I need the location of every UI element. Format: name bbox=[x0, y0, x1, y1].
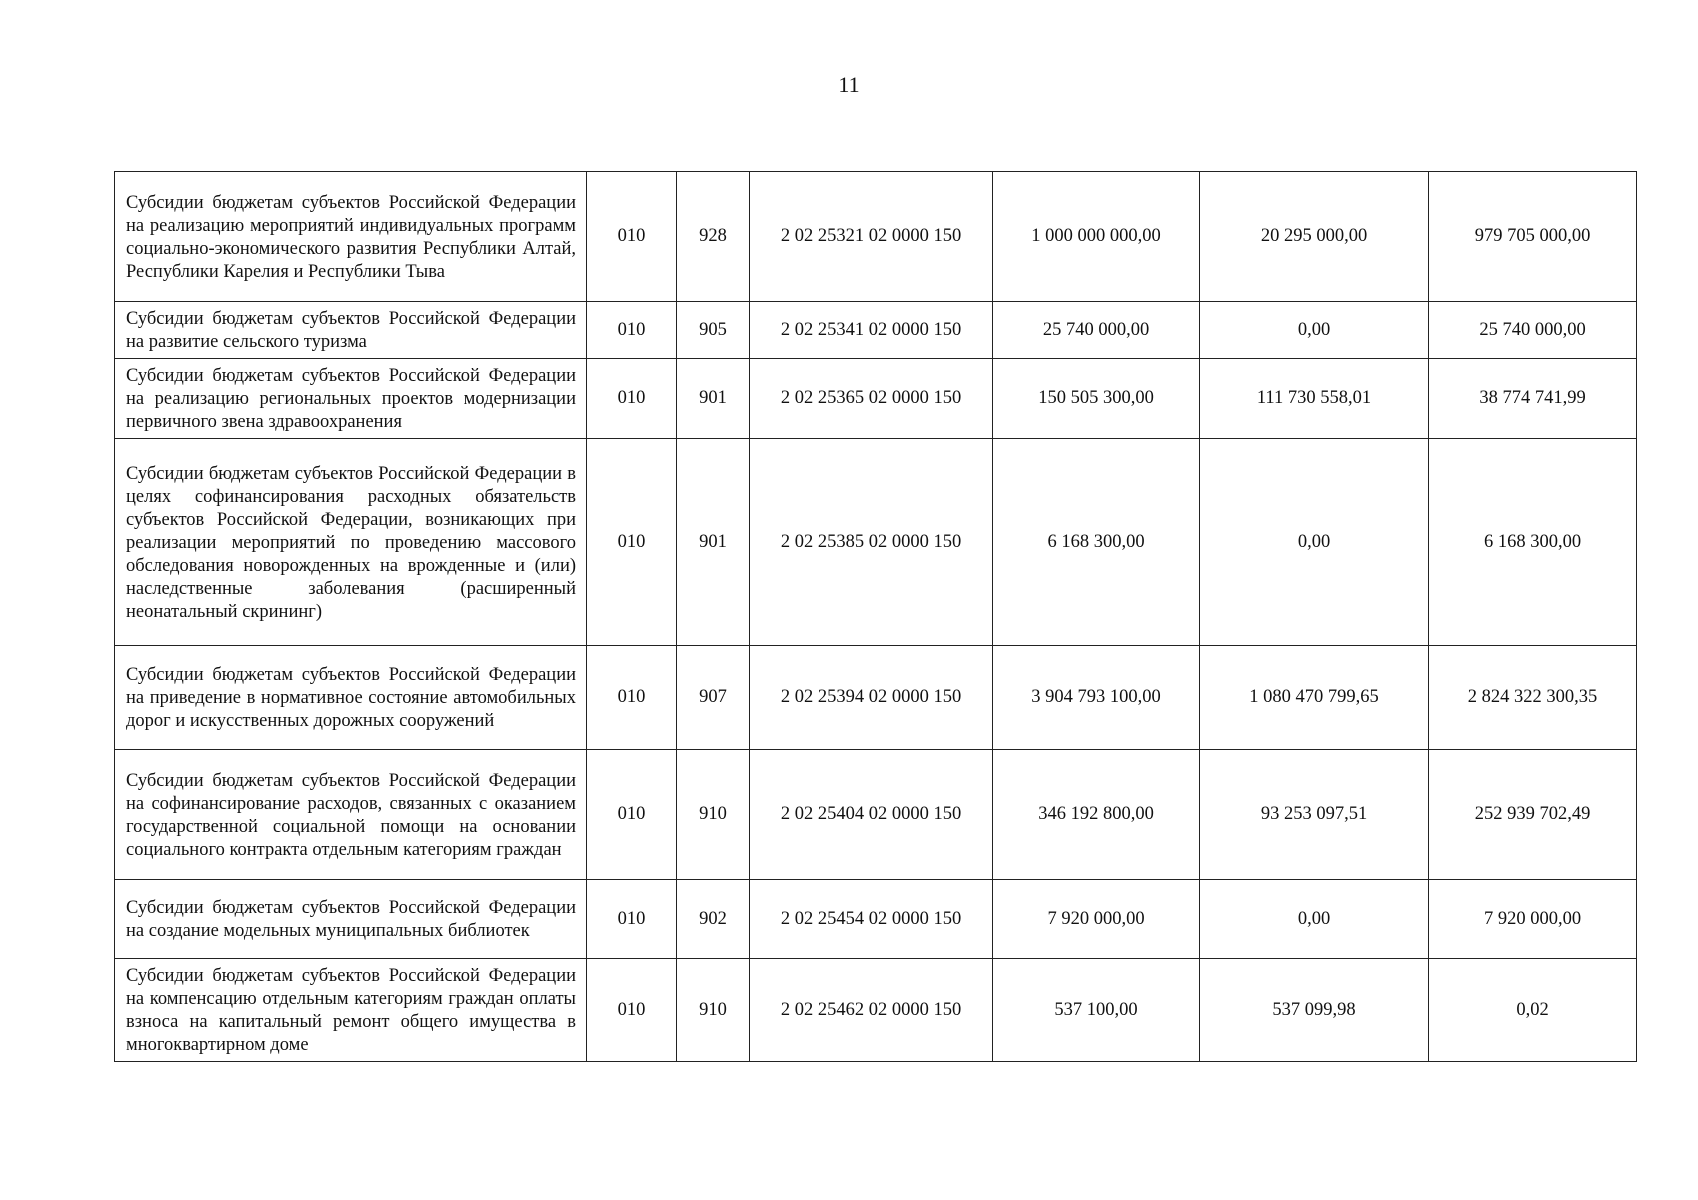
row-description: Субсидии бюджетам субъектов Российской Федерации на приведение в нормативное состояние автомобильных дорог и искусственных дорожных сооружений bbox=[115, 646, 587, 750]
row-planned-amount: 3 904 793 100,00 bbox=[993, 646, 1200, 750]
row-planned-amount: 1 000 000 000,00 bbox=[993, 172, 1200, 302]
row-admin-code: 905 bbox=[677, 302, 750, 359]
row-planned-amount: 25 740 000,00 bbox=[993, 302, 1200, 359]
row-description: Субсидии бюджетам субъектов Российской Федерации на реализацию мероприятий индивидуальных программ социально-экономического развития Республики Алтай, Республики Карелия и Республики Тыва bbox=[115, 172, 587, 302]
row-executed-amount: 0,00 bbox=[1200, 302, 1429, 359]
row-admin-code: 910 bbox=[677, 959, 750, 1062]
table-row bbox=[115, 959, 1637, 1062]
row-executed-amount: 111 730 558,01 bbox=[1200, 359, 1429, 439]
row-description: Субсидии бюджетам субъектов Российской Федерации в целях софинансирования расходных обязательств субъектов Российской Федерации, возникающих при реализации мероприятий по проведению массового обследования новорожденных на врожденные и (или) наследственные заболевания (расширенный неонатальный скрининг) bbox=[115, 439, 587, 646]
row-budget-code: 2 02 25385 02 0000 150 bbox=[750, 439, 993, 646]
row-executed-amount: 20 295 000,00 bbox=[1200, 172, 1429, 302]
row-section-code: 010 bbox=[587, 646, 677, 750]
row-section-code: 010 bbox=[587, 959, 677, 1062]
row-planned-amount: 6 168 300,00 bbox=[993, 439, 1200, 646]
row-description: Субсидии бюджетам субъектов Российской Федерации на развитие сельского туризма bbox=[115, 302, 587, 359]
row-section-code: 010 bbox=[587, 359, 677, 439]
row-remaining-amount: 6 168 300,00 bbox=[1429, 439, 1637, 646]
row-executed-amount: 0,00 bbox=[1200, 880, 1429, 959]
row-description: Субсидии бюджетам субъектов Российской Федерации на создание модельных муниципальных библиотек bbox=[115, 880, 587, 959]
budget-table bbox=[114, 171, 1637, 1062]
row-budget-code: 2 02 25341 02 0000 150 bbox=[750, 302, 993, 359]
row-description: Субсидии бюджетам субъектов Российской Федерации на компенсацию отдельным категориям граждан оплаты взноса на капитальный ремонт общего имущества в многоквартирном доме bbox=[115, 959, 587, 1062]
row-remaining-amount: 0,02 bbox=[1429, 959, 1637, 1062]
table-row bbox=[115, 880, 1637, 959]
row-budget-code: 2 02 25462 02 0000 150 bbox=[750, 959, 993, 1062]
row-admin-code: 907 bbox=[677, 646, 750, 750]
row-remaining-amount: 7 920 000,00 bbox=[1429, 880, 1637, 959]
row-budget-code: 2 02 25394 02 0000 150 bbox=[750, 646, 993, 750]
row-budget-code: 2 02 25321 02 0000 150 bbox=[750, 172, 993, 302]
row-planned-amount: 150 505 300,00 bbox=[993, 359, 1200, 439]
row-executed-amount: 93 253 097,51 bbox=[1200, 750, 1429, 880]
table-row bbox=[115, 439, 1637, 646]
row-planned-amount: 346 192 800,00 bbox=[993, 750, 1200, 880]
row-admin-code: 901 bbox=[677, 359, 750, 439]
row-description: Субсидии бюджетам субъектов Российской Федерации на софинансирование расходов, связанных с оказанием государственной социальной помощи на основании социального контракта отдельным категориям граждан bbox=[115, 750, 587, 880]
row-planned-amount: 7 920 000,00 bbox=[993, 880, 1200, 959]
row-admin-code: 910 bbox=[677, 750, 750, 880]
row-section-code: 010 bbox=[587, 302, 677, 359]
row-admin-code: 928 bbox=[677, 172, 750, 302]
row-budget-code: 2 02 25404 02 0000 150 bbox=[750, 750, 993, 880]
table-row bbox=[115, 359, 1637, 439]
row-remaining-amount: 2 824 322 300,35 bbox=[1429, 646, 1637, 750]
row-section-code: 010 bbox=[587, 439, 677, 646]
row-budget-code: 2 02 25454 02 0000 150 bbox=[750, 880, 993, 959]
row-description: Субсидии бюджетам субъектов Российской Федерации на реализацию региональных проектов модернизации первичного звена здравоохранения bbox=[115, 359, 587, 439]
row-planned-amount: 537 100,00 bbox=[993, 959, 1200, 1062]
row-remaining-amount: 38 774 741,99 bbox=[1429, 359, 1637, 439]
row-section-code: 010 bbox=[587, 172, 677, 302]
table-row bbox=[115, 302, 1637, 359]
row-remaining-amount: 252 939 702,49 bbox=[1429, 750, 1637, 880]
row-executed-amount: 0,00 bbox=[1200, 439, 1429, 646]
row-remaining-amount: 979 705 000,00 bbox=[1429, 172, 1637, 302]
page-number: 11 bbox=[838, 72, 860, 97]
table-row bbox=[115, 646, 1637, 750]
row-remaining-amount: 25 740 000,00 bbox=[1429, 302, 1637, 359]
row-section-code: 010 bbox=[587, 750, 677, 880]
row-section-code: 010 bbox=[587, 880, 677, 959]
row-budget-code: 2 02 25365 02 0000 150 bbox=[750, 359, 993, 439]
table-row bbox=[115, 750, 1637, 880]
table-row bbox=[115, 172, 1637, 302]
row-admin-code: 902 bbox=[677, 880, 750, 959]
row-executed-amount: 1 080 470 799,65 bbox=[1200, 646, 1429, 750]
row-executed-amount: 537 099,98 bbox=[1200, 959, 1429, 1062]
row-admin-code: 901 bbox=[677, 439, 750, 646]
